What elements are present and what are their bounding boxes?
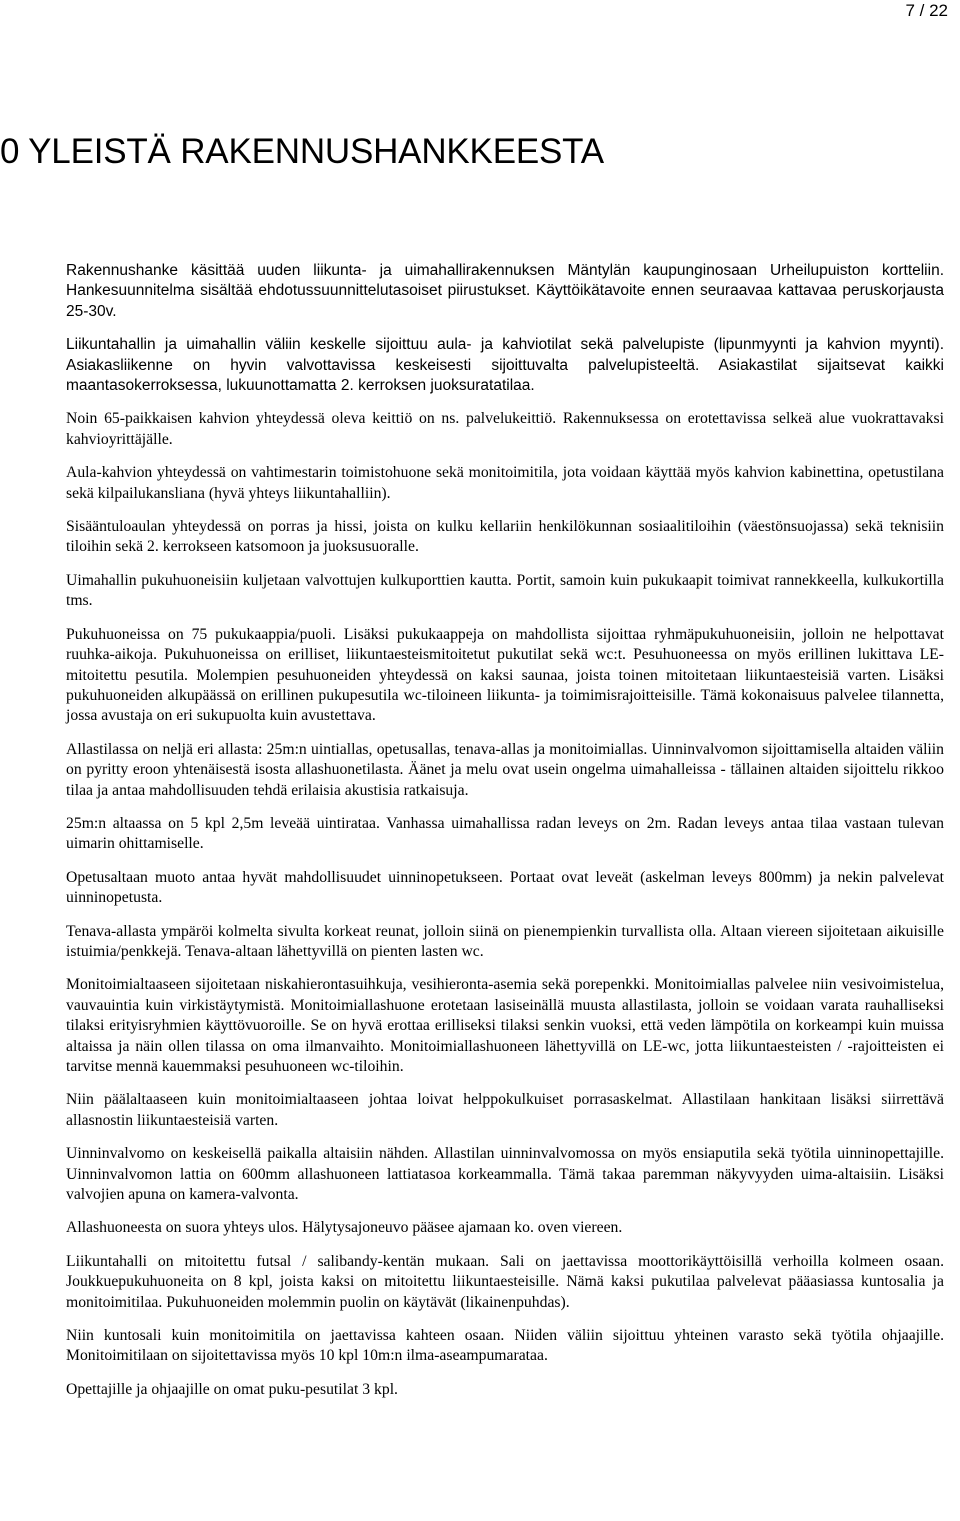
document-body [66, 261, 944, 1413]
paragraph-entrance: Sisääntuloaulan yhteydessä on porras ja hissi, joista on kulku kellariin henkilökunnan sosiaalitiloihin (väestönsuojassa) sekä teknisiin tiloihin sekä 2. kerrokseen katsomoon ja juoksusuoralle. [66, 518, 944, 556]
paragraph-exit: Allashuoneesta on suora yhteys ulos. Hälytysajoneuvo pääsee ajamaan ko. oven viereen. [66, 1219, 623, 1237]
paragraph-lifeguard: Uinninvalvomo on keskeisellä paikalla altaisiin nähden. Allastilan uinninvalvomossa on myös ensiaputila sekä työtila uinninopettajille. Uinninvalvomon lattia on 600mm allashuoneen lattiatasoa korkeammalla. Tämä takaa paremman näkyvyyden uima-altaisiin. Lisäksi valvojien apuna on kamera-valvonta. [66, 1145, 944, 1204]
paragraph-lobby: Liikuntahallin ja uimahallin väliin keskelle sijoittuu aula- ja kahviotilat sekä palvelupiste (lipunmyynti ja kahvion myynti). Asiakasliikenne on hyvin valvottavissa keskeisesti sijoittuvalta palvelupisteeltä. Asiakastilat sijaitsevat kaikki maantasokerroksessa, lukuunottamatta 2. kerroksen juoksuratatilaa. [66, 336, 944, 395]
paragraph-changing-gates: Uimahallin pukuhuoneisiin kuljetaan valvottujen kulkuporttien kautta. Portit, samoin kuin pukukaapit toimivat rannekkeella, kulkukortilla tms. [66, 571, 944, 610]
paragraph-multipurpose-pool: Monitoimialtaaseen sijoitetaan niskahierontasuihkuja, vesihieronta-asemia sekä porepenkki. Monitoimiallas palvelee niin vesivoimistelua, vauvauintia kuin virkistäytymistä. Monitoimiallashuone erotetaan lasiseinällä muusta allastilasta, jolloin se voidaan varata rauhalliseksi tilaksi erityisryhmien käyttövuoroille. Se on hyvä erottaa erilliseksi tilaksi senkin vuoksi, että veden lämpötila on korkeampi kuin muissa altaissa ja näin ollen tilassa on oma ilmanvaihto. Monitoimiallashuoneen lähettyvillä on LE-wc, jotta liikuntaesteisten / -rajoitteisten ei tarvitse mennä kauemmaksi pesuhuoneen wc-tiloihin. [66, 976, 944, 1075]
paragraph-pools: Allastilassa on neljä eri allasta: 25m:n uintiallas, opetusallas, tenava-allas ja monitoimiallas. Uinninvalvomon sijoittamisella altaiden väliin on pyritty eroon yhtenäisestä isosta allashuonetilasta. Äänet ja melu ovat usein ongelma uimahalleissa - tällainen altaiden sijoittelu rikkoo tilaa ja antaa mahdollisuuden tehdä erilaisia akustisia ratkaisuja. [66, 740, 944, 799]
paragraph-office: Aula-kahvion yhteydessä on vahtimestarin toimistohuone sekä monitoimitila, jota voidaan käyttää myös kahvion kabinettina, opetustilana sekä kilpailukansliana (hyvä yhteys liikuntahalliin). [66, 464, 944, 502]
paragraph-changing-rooms: Pukuhuoneissa on 75 pukukaappia/puoli. Lisäksi pukukaappeja on mahdollista sijoittaa ryhmäpukuhuoneisiin, jolloin ne helpottavat ruuhka-aikoja. Pukuhuoneissa on erilliset, liikuntaesteismitoitetut pukutilat sekä wc:t. Pesuhuoneessa on myös erillinen lukittava LE-mitoitettu pesutila. Molempien pesuhuoneiden yhteydessä on kaksi saunaa, joista toinen mitoitetaan liikuntaesteisiä varten. Lisäksi pukuhuoneiden alkupäässä on erillinen pukupesutila wc-tiloineen liikunta- ja toimimisrajoitteisille. Tämä kokonaisuus palvelee tilannetta, jossa avustaja on eri sukupuolta kuin avustettava. [66, 625, 944, 725]
paragraph-sports-hall: Liikuntahalli on mitoitettu futsal / salibandy-kentän mukaan. Sali on jaettavissa moottorikäyttöisillä verhoilla kolmeen osaan. Joukkuepukuhuoneita on 8 kpl, joista kaksi on mitoitettu liikuntaesteisille. Nämä kaksi pukutilaa palvelevat pääasiassa kuntosalia ja monitoimitilaa. Pukuhuoneiden molemmin puolin on käytävät (likainenpuhdas). [66, 1252, 944, 1311]
paragraph-lanes: 25m:n altaassa on 5 kpl 2,5m leveää uintirataa. Vanhassa uimahallissa radan leveys on 2m. Radan leveys antaa tilaa vastaan tulevan uimarin ohittamiselle. [66, 814, 944, 853]
paragraph-kids-pool: Tenava-allasta ympäröi kolmelta sivulta korkeat reunat, jolloin siinä on pienempienkin turvallista olla. Altaan viereen sijoitetaan aikuisille istuimia/penkkejä. Tenava-altaan lähettyvillä on pienten lasten wc. [66, 922, 944, 960]
page-title: 0 YLEISTÄ RAKENNUSHANKKEESTA [0, 132, 604, 171]
paragraph-cafe: Noin 65-paikkaisen kahvion yhteydessä oleva keittiö on ns. palvelukeittiö. Rakennuksessa on erotettavissa selkeä alue vuokrattavaksi kahvioyrittäjälle. [66, 410, 944, 448]
paragraph-steps: Niin päälaltaaseen kuin monitoimialtaaseen johtaa loivat helppokulkuiset porrasaskelmat. Allastilaan hankitaan lisäksi siirrettävä allasnostin liikuntaesteisiä varten. [66, 1091, 944, 1129]
paragraph-instructors: Opettajille ja ohjaajille on omat puku-pesutilat 3 kpl. [66, 1380, 398, 1398]
paragraph-gym: Niin kuntosali kuin monitoimitila on jaettavissa kahteen osaan. Niiden väliin sijoittuu yhteinen varasto sekä työtila ohjaajille. Monitoimitilaan on sijoitettavissa myös 10 kpl 10m:n ilma-aseampumarataa. [66, 1327, 944, 1365]
page-number: 7 / 22 [905, 1, 948, 20]
paragraph-intro: Rakennushanke käsittää uuden liikunta- ja uimahallirakennuksen Mäntylän kaupunginosaan Urheilupuiston kortteliin. Hankesuunnitelma sisältää ehdotussuunnittelutasoiset piirustukset. Käyttöikätavoite ennen seuraavaa kattavaa peruskorjausta 25-30v. [66, 262, 944, 320]
paragraph-teaching-pool: Opetusaltaan muoto antaa hyvät mahdollisuudet uinninopetukseen. Portaat ovat leveät (askelman leveys 800mm) ja nekin palvelevat uinninopetusta. [66, 868, 944, 907]
